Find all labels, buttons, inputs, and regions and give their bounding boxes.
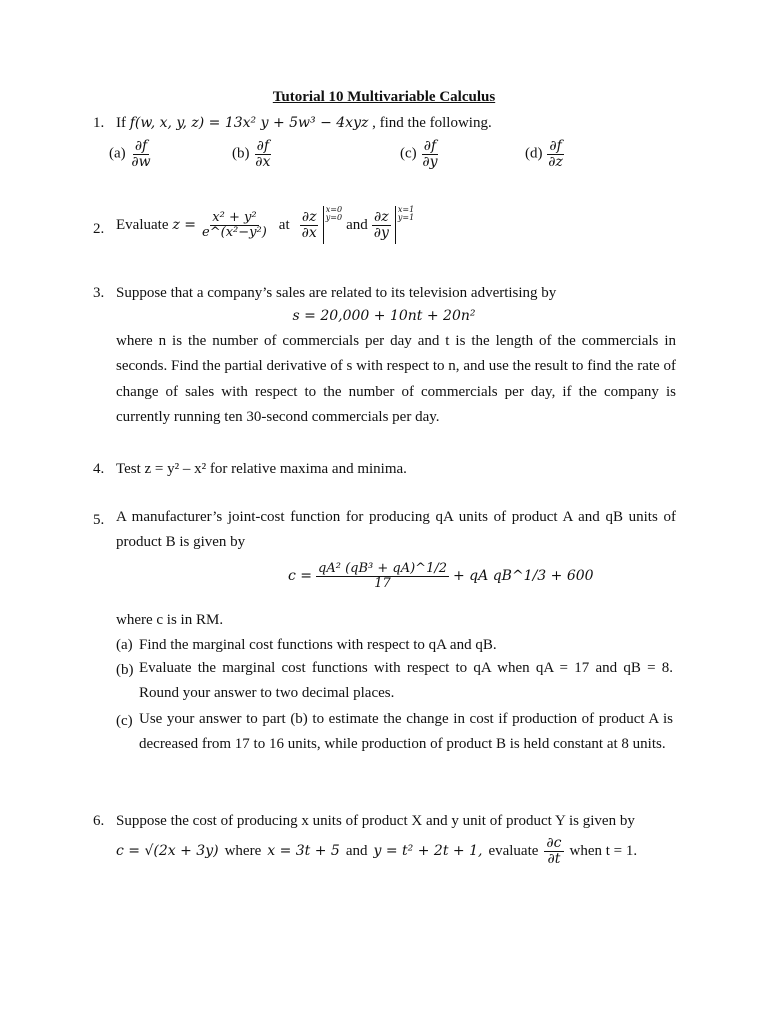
- q2-derivative-y: $\frac{\partial z}{\partial y}$: [373, 208, 389, 241]
- partial-derivative: $\frac{\partial f}{\partial x}$: [255, 138, 271, 170]
- q2-statement: [116, 206, 414, 244]
- part-label: (c): [400, 145, 417, 162]
- q6-number: 6.: [93, 813, 105, 829]
- q5-equation: [288, 562, 594, 590]
- q5-number: 5.: [93, 512, 105, 528]
- part-label: (a): [109, 145, 126, 162]
- q6-statement: [116, 836, 637, 866]
- q5-eq-fraction: $\frac{\text{qA² (qB³ + qA)\textasciicircum{}1/2}}{17}$: [318, 561, 447, 591]
- q4-number: 4.: [93, 461, 105, 477]
- part-label: (d): [525, 145, 543, 162]
- partial-derivative: $\frac{\partial f}{\partial w}$: [131, 138, 151, 170]
- page-title: Tutorial 10 Multivariable Calculus: [272, 89, 496, 105]
- q5-eq-tail: + qA qB^1/3 + 600: [453, 567, 594, 584]
- q6-tail: when t = 1.: [569, 843, 638, 860]
- q5-part-a-label: (a): [116, 637, 133, 653]
- q6-intro: Suppose the cost of producing x units of product X and y unit of product Y is given by: [116, 813, 635, 829]
- q6-derivative: $\frac{\partial c}{\partial t}$: [546, 835, 562, 867]
- q2-eval-bar-x: x=0 y=0: [323, 206, 342, 244]
- q5-intro: A manufacturer’s joint-cost function for producing qA units of product A and qB units of product B is given by: [116, 509, 676, 551]
- q2-eval-bar-y: x=1 y=1: [395, 206, 414, 244]
- q2-derivative-x: $\frac{\partial z}{\partial x}$: [301, 208, 317, 241]
- q1-statement: [116, 114, 492, 132]
- q5-part-c-text: Use your answer to part (b) to estimate the change in cost if production of product A is decreased from 17 to 16 units, while production of product B is held constant at 8 units.: [139, 711, 673, 753]
- q5-part-b-text: Evaluate the marginal cost functions with respect to qA when qA = 17 and qB = 8. Round your answer to two decimal places.: [139, 660, 673, 702]
- q6-and: and: [345, 843, 368, 860]
- partial-derivative: $\frac{\partial f}{\partial y}$: [422, 138, 438, 170]
- q1-number: 1.: [93, 115, 105, 131]
- q1-tail: , find the following.: [372, 115, 492, 131]
- q2-z-fraction: $\frac{\text{x² + y²}}{\text{e\textasciicircum{}(x²−y²)}}$: [202, 209, 267, 240]
- q5-eq-lhs: c =: [288, 567, 313, 584]
- partial-derivative: $\frac{\partial f}{\partial z}$: [548, 138, 563, 170]
- q1-part-c: [400, 139, 440, 169]
- q3-equation: s = 20,000 + 10nt + 20n²: [292, 308, 476, 324]
- q5-part-a-text: Find the marginal cost functions with respect to qA and qB.: [139, 637, 497, 653]
- q2-number: 2.: [93, 221, 105, 237]
- q3-number: 3.: [93, 285, 105, 301]
- q2-and: and: [346, 217, 368, 233]
- q2-z-lhs: z =: [172, 216, 197, 233]
- q5-where: where c is in RM.: [116, 612, 224, 628]
- q3-body: where n is the number of commercials per day and t is the length of the commercials in seconds. Find the partial derivative of s with respect to n, and use the result to find the rate of change of sales with respect to the number of commercials per day, if the company is currently running ten 30-second commercials per day.: [116, 333, 676, 425]
- q4-text: Test z = y² – x² for relative maxima and minima.: [116, 461, 407, 477]
- q6-where: where: [224, 843, 262, 860]
- q6-y-eq: y = t² + 2t + 1,: [373, 842, 483, 859]
- q5-part-b-label: (b): [116, 662, 134, 678]
- part-label: (b): [232, 145, 250, 162]
- q1-function: f(w, x, y, z) = 13x² y + 5w³ − 4xyz: [129, 115, 369, 131]
- q2-lead: Evaluate: [116, 217, 169, 233]
- q1-part-b: [232, 139, 272, 169]
- q1-part-d: [525, 139, 565, 169]
- q3-intro: Suppose that a company’s sales are related to its television advertising by: [116, 285, 557, 301]
- q6-cost-eq: c = √(2x + 3y): [116, 842, 219, 859]
- q5-part-c-label: (c): [116, 713, 133, 729]
- q6-evaluate: evaluate: [488, 843, 539, 860]
- q1-part-a: [109, 139, 153, 169]
- q6-x-eq: x = 3t + 5: [267, 842, 340, 859]
- q2-at: at: [278, 217, 290, 233]
- q1-lead: If: [116, 115, 126, 131]
